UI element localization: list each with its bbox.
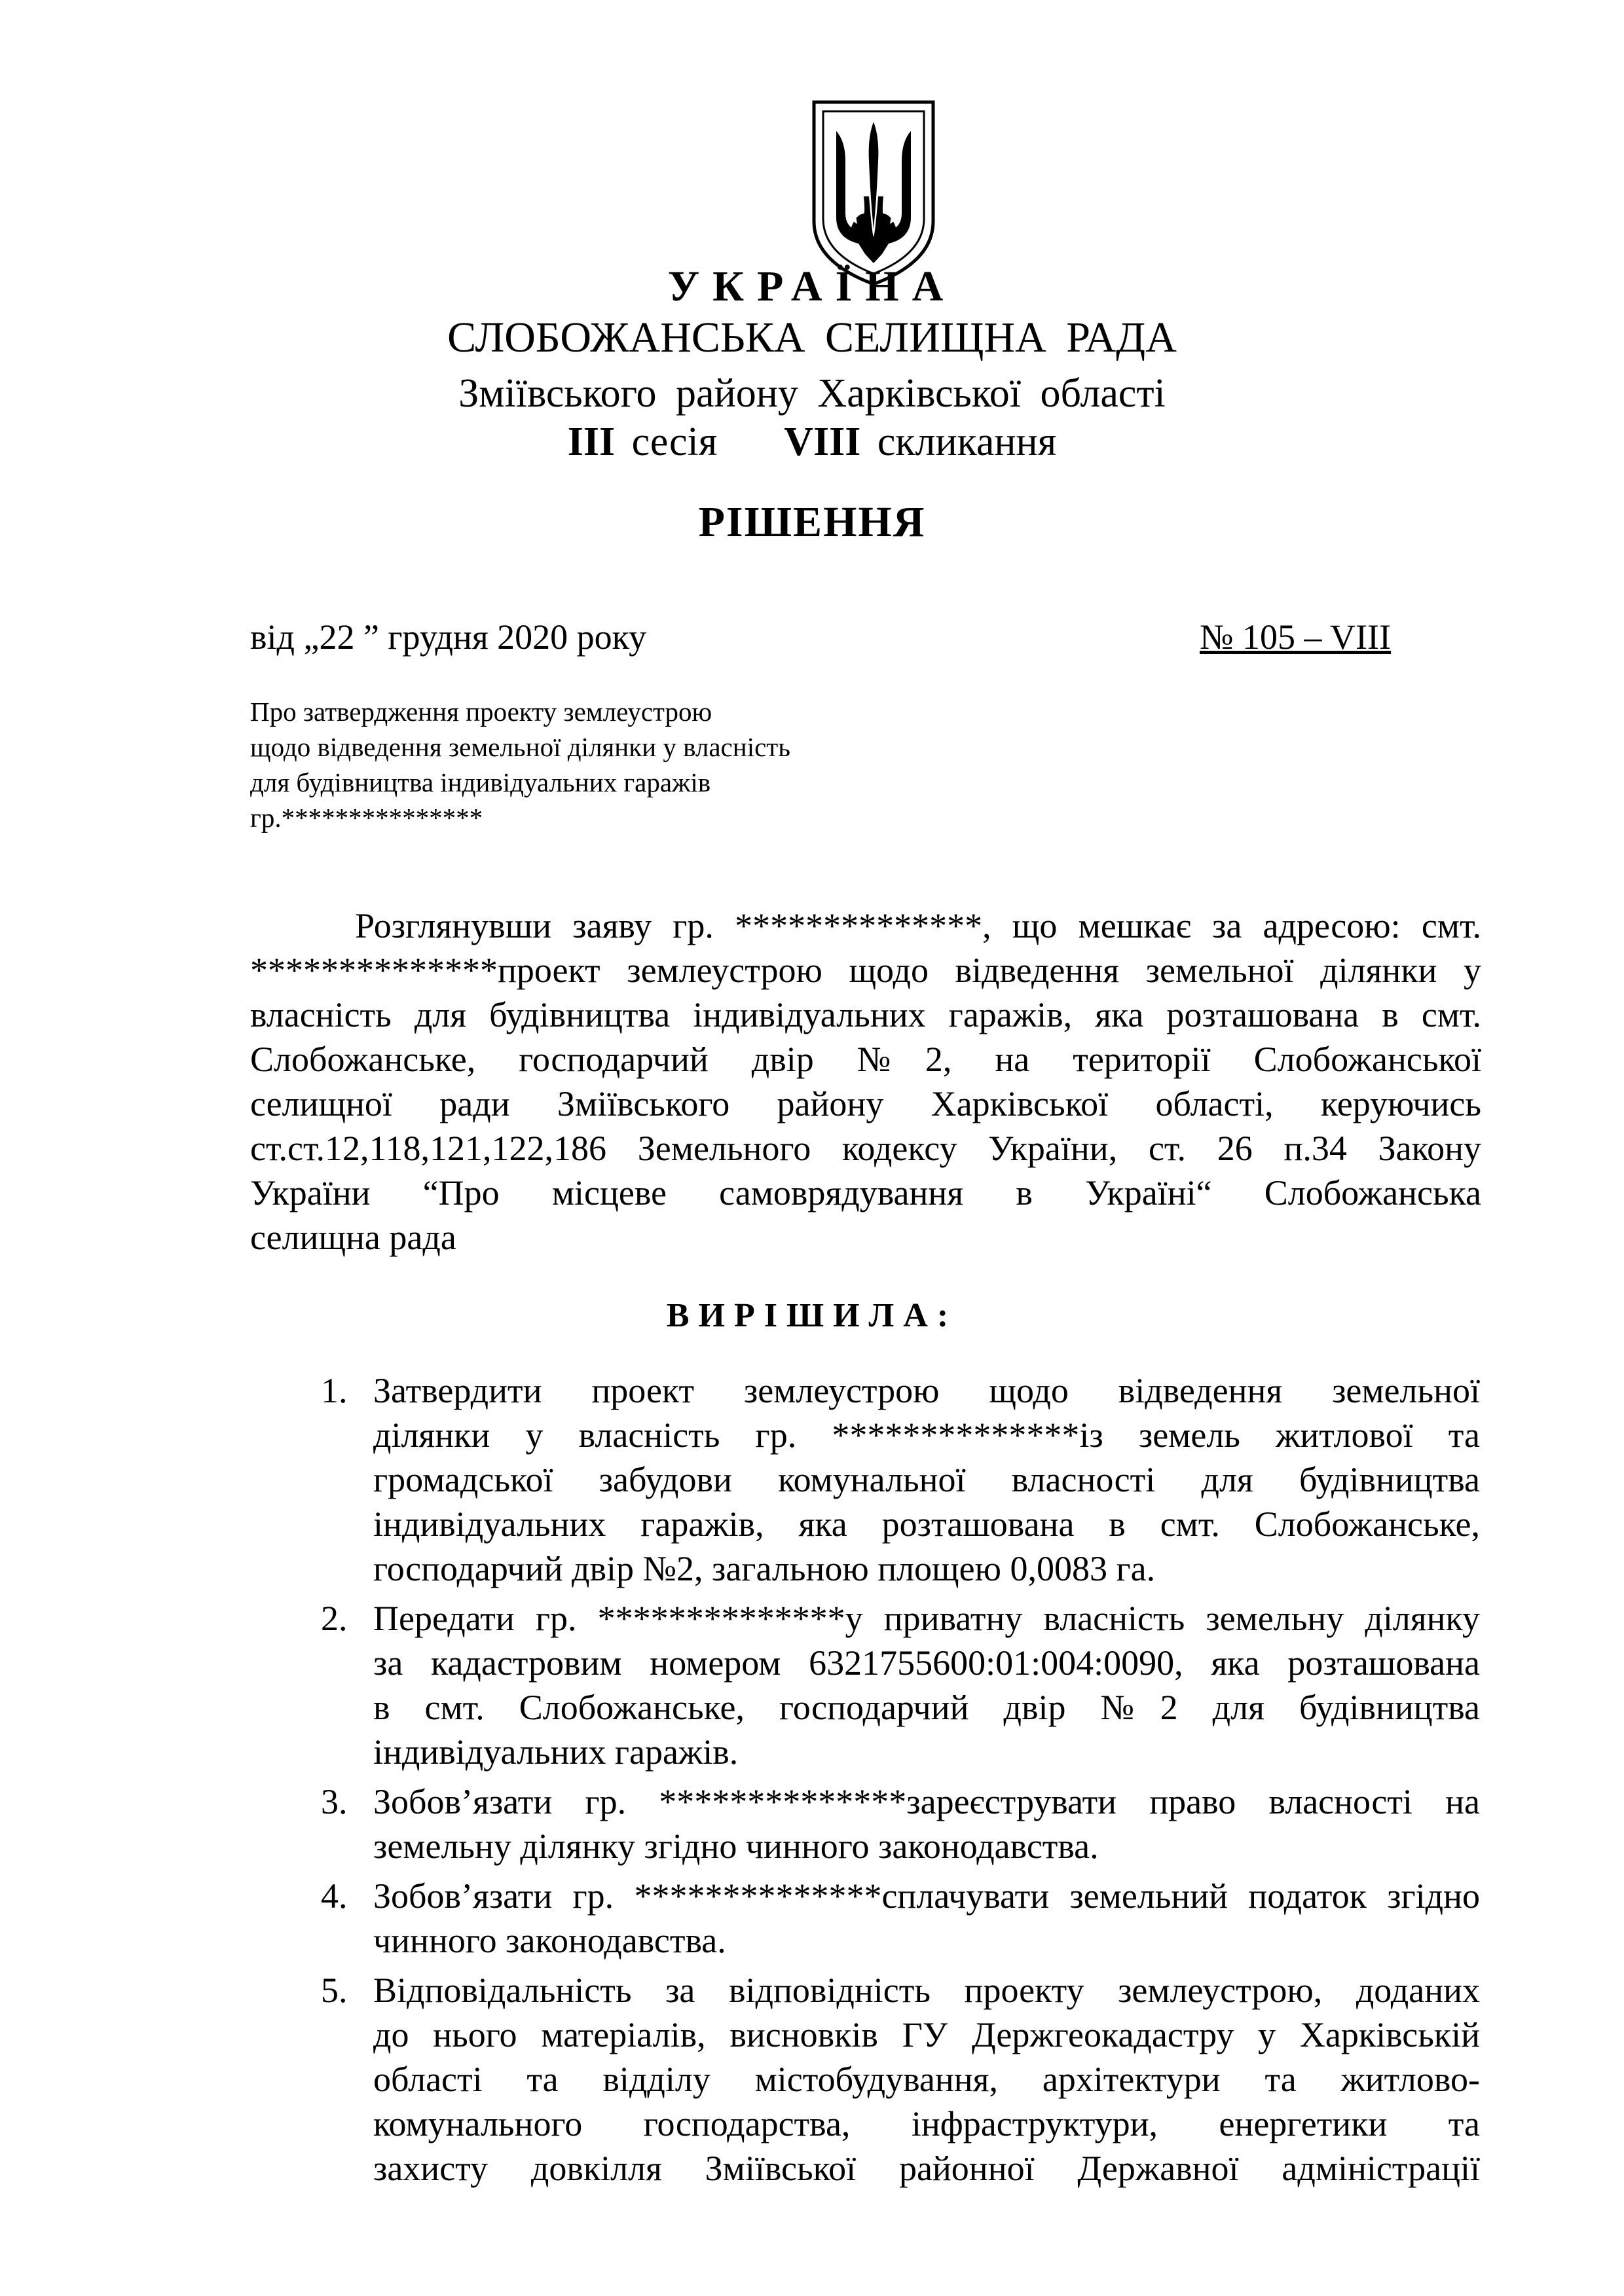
decision-date: від „22 ” грудня 2020 року (250, 617, 647, 657)
item-line: до нього матеріалів, висновків ГУ Держгеокадастру у Харківській (373, 2015, 1480, 2054)
item-line: громадської забудови комунальної власності для будівництва (373, 1460, 1480, 1499)
item-number: 2. (321, 1599, 348, 1638)
item-line: чинного законодавства. (373, 1921, 726, 1960)
decision-subject (250, 694, 1036, 835)
preamble-paragraph (250, 903, 1481, 1260)
decision-number: № 105 – VIІІ (1200, 617, 1391, 657)
item-line: Затвердити проект землеустрою щодо відведення земельної (373, 1371, 1480, 1410)
preamble-line: селищної ради Зміївського району Харківської області, керуючись (250, 1084, 1481, 1123)
item-line: ділянки у власність гр. **************із земель житлової та (373, 1415, 1480, 1455)
item-line: індивідуальних гаражів. (373, 1732, 739, 1772)
item-line: земельну ділянку згідно чинного законодавства. (373, 1827, 1099, 1866)
item-line: області та відділу містобудування, архітектури та житлово- (373, 2060, 1480, 2099)
preamble-line: власність для будівництва індивідуальних гаражів, яка розташована в смт. (250, 995, 1481, 1034)
document-type-heading: РІШЕННЯ (698, 498, 926, 546)
item-line: комунального господарства, інфраструктури, енергетики та (373, 2104, 1480, 2143)
item-line: захисту довкілля Зміївської районної Державної адміністрації (373, 2149, 1480, 2188)
item-line: в смт. Слобожанське, господарчий двір №2 для будівництва (373, 1688, 1480, 1727)
list-item (321, 1779, 1480, 1868)
country-title: УКРАЇНА (667, 263, 957, 310)
preamble-line: ст.ст.12,118,121,122,186 Земельного кодексу України, ст. 26 п.34 Закону (250, 1129, 1481, 1168)
item-line: Зобов’язати гр. **************сплачувати земельний податок згідно (373, 1876, 1480, 1916)
item-line: Відповідальність за відповідність проекту землеустрою, доданих (373, 1971, 1480, 2010)
preamble-line: **************проект землеустрою щодо відведення земельної ділянки у (250, 951, 1481, 990)
decision-items-list (321, 1368, 1480, 2196)
session-number: ІІІ (567, 420, 616, 464)
preamble-line: України “Про місцеве самоврядування в Україні“ Слобожанська (250, 1173, 1481, 1212)
item-number: 3. (321, 1782, 348, 1821)
session-line (0, 419, 1624, 465)
resolved-heading: ВИРІШИЛА: (666, 1297, 958, 1334)
subject-line: Про затвердження проекту землеустрою (250, 697, 712, 727)
item-line: Зобов’язати гр. **************зареєструвати право власності на (373, 1782, 1480, 1821)
coat-of-arms-icon (810, 98, 937, 288)
list-item (321, 1596, 1480, 1774)
list-item (321, 1968, 1480, 2191)
item-number: 4. (321, 1876, 348, 1916)
item-number: 5. (321, 1971, 348, 2010)
item-number: 1. (321, 1371, 348, 1410)
convocation-word: скликання (877, 420, 1057, 464)
convocation-number: VIІІ (784, 420, 861, 464)
council-name: СЛОБОЖАНСЬКА СЕЛИЩНА РАДА (447, 314, 1177, 361)
list-item (321, 1368, 1480, 1591)
item-line: Передати гр. **************у приватну власність земельну ділянку (373, 1599, 1480, 1638)
subject-line: щодо відведення земельної ділянки у власність (250, 732, 790, 762)
subject-line: для будівництва індивідуальних гаражів (250, 767, 711, 797)
district-region: Зміївського району Харківської області (458, 371, 1166, 416)
item-line: за кадастровим номером 6321755600:01:004:0090, яка розташована (373, 1643, 1480, 1683)
list-item (321, 1874, 1480, 1963)
subject-line: гр.*************** (250, 803, 483, 833)
session-word: сесія (631, 420, 718, 464)
preamble-line: Розглянувши заяву гр. **************, що мешкає за адресою: смт. (355, 906, 1481, 945)
item-line: індивідуальних гаражів, яка розташована в смт. Слобожанське, (373, 1504, 1480, 1544)
preamble-line: Слобожанське, господарчий двір №2, на території Слобожанської (250, 1040, 1481, 1079)
preamble-line: селищна рада (250, 1218, 456, 1257)
item-line: господарчий двір №2, загальною площею 0,0083 га. (373, 1549, 1156, 1588)
